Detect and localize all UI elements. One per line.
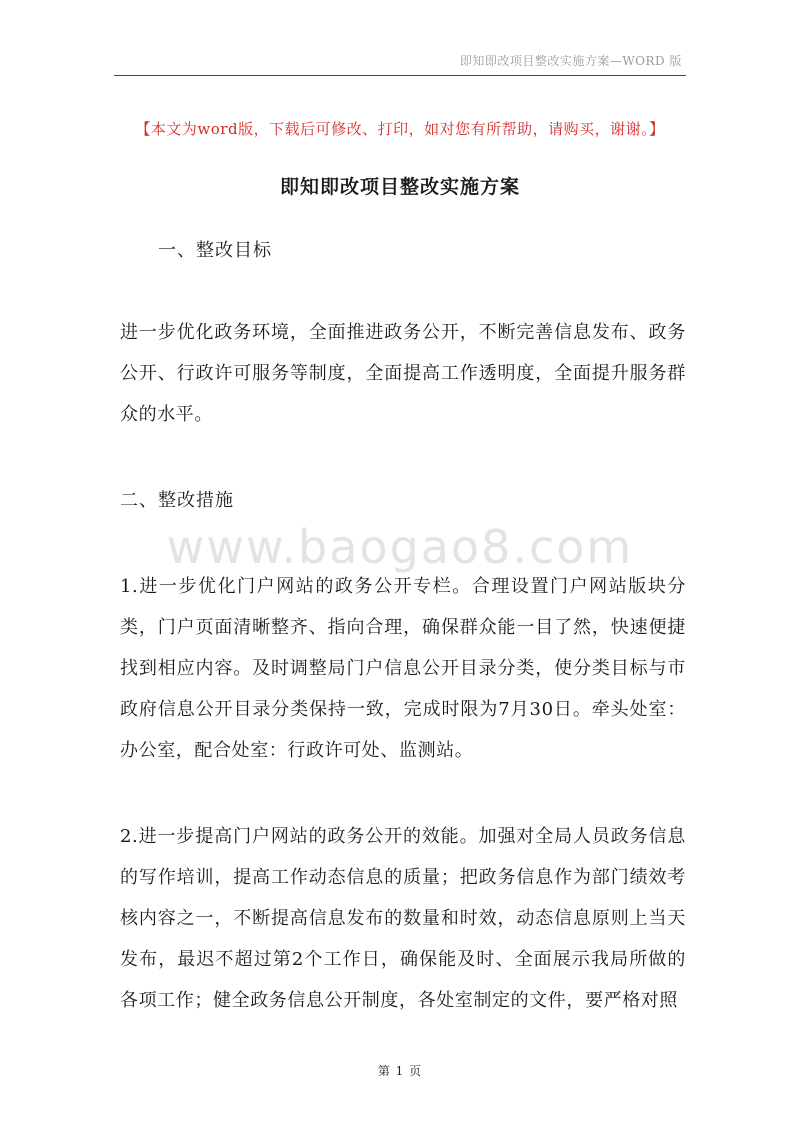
paragraph-measure-1: 1.进一步优化门户网站的政务公开专栏。合理设置门户网站版块分类，门户页面清晰整齐、指向合理，确保群众能一目了然，快速便捷找到相应内容。及时调整局门户信息公开目录分类，使分类目标与市政府信息公开目录分类保持一致，完成时限为7月30日。牵头处室：办公室，配合处室：行政许可处、监测站。 xyxy=(120,576,686,761)
running-header: 即知即改项目整改实施方案—WORD 版 xyxy=(459,54,682,68)
paragraph-measure-2: 2.进一步提高门户网站的政务公开的效能。加强对全局人员政务信息的写作培训，提高工作动态信息的质量；把政务信息作为部门绩效考核内容之一，不断提高信息发布的数量和时效，动态信息原则上当天发布，最迟不超过第2个工作日，确保能及时、全面展示我局所做的各项工作；健全政务信息公开制度，各处室制定的文件，要严格对照 xyxy=(120,826,686,1011)
watermark-text: www.baogao8.com xyxy=(166,520,634,574)
page-number: 第 1 页 xyxy=(377,1064,423,1078)
document-title: 即知即改项目整改实施方案 xyxy=(279,176,520,198)
section-heading-measures: 二、整改措施 xyxy=(120,490,234,511)
header-divider xyxy=(114,75,686,76)
section-heading-goals: 一、整改目标 xyxy=(158,240,272,261)
paragraph-goals: 进一步优化政务环境，全面推进政务公开，不断完善信息发布、政务公开、行政许可服务等制度，全面提高工作透明度，全面提升服务群众的水平。 xyxy=(120,322,686,425)
purchase-notice: 【本文为word版，下载后可修改、打印，如对您有所帮助，请购买，谢谢。】 xyxy=(135,120,665,138)
